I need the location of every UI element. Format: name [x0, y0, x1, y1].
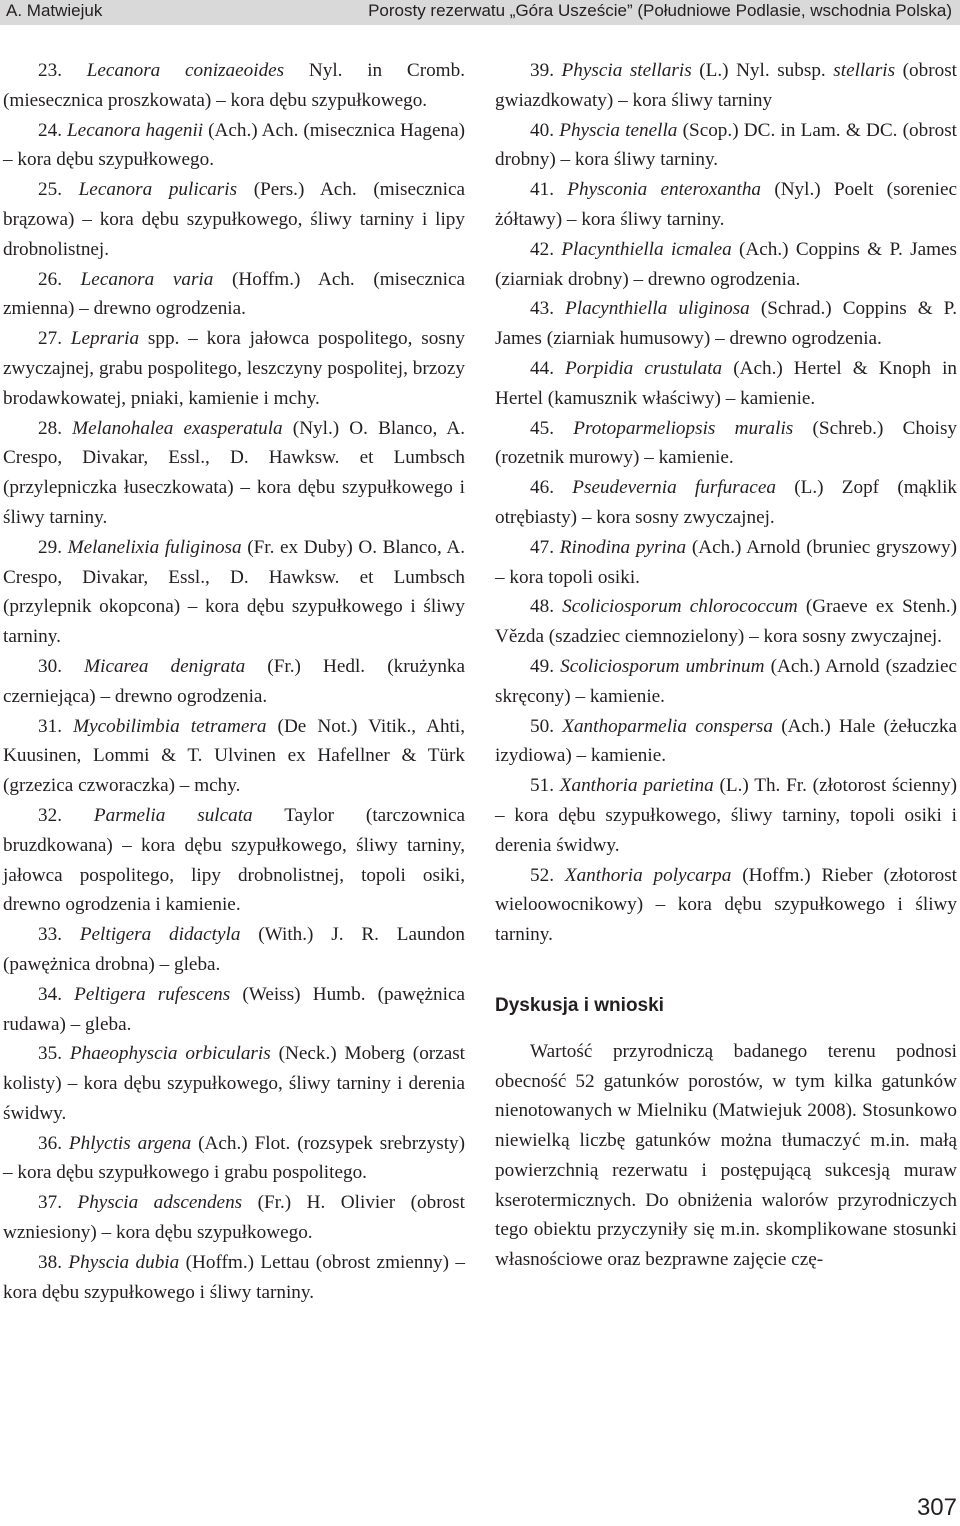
- species-number: 35.: [38, 1043, 62, 1065]
- species-description: (L.) Zopf (mąklik otrębiasty) – kora sosny zwyczajnej.: [495, 477, 958, 528]
- species-number: 34.: [38, 983, 62, 1005]
- species-entry: [495, 861, 957, 950]
- species-description: (Ach.) Arnold (szadziec skręcony) – kamienie.: [495, 655, 957, 707]
- species-description: spp. – kora jałowca pospolitego, sosny zwyczajnej, grabu pospolitego, leszczyny pospolitej, brzozy brodawkowatej, pniaki, kamienie i mchy.: [3, 328, 466, 409]
- species-description: (Ach.) Arnold (bruniec gryszowy) – kora topoli osiki.: [495, 536, 958, 588]
- species-number: 27.: [38, 328, 62, 350]
- species-entry: [3, 116, 465, 176]
- running-header: [0, 0, 960, 25]
- species-name: Protoparmeliopsis muralis: [573, 417, 794, 439]
- species-description: (Schreb.) Choisy (rozetnik murowy) – kamienie.: [495, 417, 957, 469]
- header-running-title: Porosty rezerwatu „Góra Uszeście” (Południowe Podlasie, wschodnia Polska): [368, 1, 952, 20]
- species-entry: [495, 414, 957, 474]
- species-entry: [3, 1248, 465, 1308]
- header-author: A. Matwiejuk: [6, 1, 103, 20]
- species-number: 25.: [38, 179, 62, 201]
- species-entry: [495, 652, 957, 712]
- species-number: 46.: [530, 477, 554, 499]
- species-name: Lecanora varia: [80, 268, 214, 290]
- species-number: 39.: [530, 60, 554, 81]
- species-name: Peltigera rufescens: [74, 983, 231, 1005]
- species-number: 37.: [38, 1192, 62, 1214]
- species-number: 47.: [530, 536, 554, 558]
- species-name: Scoliciosporum chlorococcum: [562, 596, 798, 618]
- species-entry: [495, 56, 957, 116]
- species-description: (Ach.) Ach. (misecznica Hagena) – kora dębu szypułkowego.: [3, 119, 465, 171]
- species-description: (Fr.) H. Olivier (obrost wzniesiony) – kora dębu szypułkowego.: [3, 1192, 465, 1244]
- species-name: Physcia adscendens: [77, 1192, 243, 1214]
- species-name: Xanthoria polycarpa: [564, 864, 732, 886]
- page-number: 307: [916, 1494, 957, 1521]
- species-name: Rinodina pyrina: [559, 536, 687, 558]
- species-description: (Fr. ex Duby) O. Blanco, A. Crespo, Divakar, Essl., D. Hawksw. et Lumbsch (przylepnik okopcona) – kora dębu szypułkowego i śliwy tarniny.: [3, 536, 465, 648]
- species-entry: [3, 533, 465, 652]
- species-description: Taylor (tarczownica bruzdkowana) – kora dębu szypułkowego, śliwy tarniny, jałowca pospolitego, lipy drobnolistnej, topoli osiki, drewno ogrodzenia i kamienie.: [3, 804, 466, 916]
- species-name: Phlyctis argena: [68, 1132, 192, 1154]
- species-entry: [495, 771, 957, 860]
- species-entry: [3, 652, 465, 712]
- species-name: Scoliciosporum umbrinum: [560, 655, 765, 677]
- species-number: 50.: [530, 715, 554, 737]
- species-description: (Fr.) Hedl. (krużynka czerniejąca) – drewno ogrodzenia.: [3, 655, 466, 707]
- species-name: Phaeophyscia orbicularis: [69, 1043, 271, 1065]
- species-number: 32.: [38, 804, 62, 826]
- species-description: (Ach.) Flot. (rozsypek srebrzysty) – kora dębu szypułkowego i grabu pospolitego.: [3, 1132, 466, 1184]
- species-description: (Weiss) Humb. (pawężnica rudawa) – gleba.: [3, 983, 466, 1035]
- species-description: Nyl. in Cromb. (miesecznica proszkowata) – kora dębu szypułkowego.: [3, 60, 465, 111]
- species-number: 52.: [530, 864, 554, 886]
- right-column: [495, 56, 957, 1275]
- species-entry: [495, 473, 957, 533]
- species-entry: [495, 592, 957, 652]
- species-name: Parmelia sulcata: [93, 804, 253, 826]
- species-number: 31.: [38, 715, 62, 737]
- species-entry: [495, 354, 957, 414]
- species-description: (Hoffm.) Lettau (obrost zmienny) – kora dębu szypułkowego i śliwy tarniny.: [3, 1251, 466, 1303]
- species-entry: [3, 175, 465, 264]
- species-entry: [3, 265, 465, 325]
- species-name: Lepraria: [70, 328, 140, 350]
- species-description: (L.) Nyl. subsp.: [691, 60, 834, 81]
- species-entry: [495, 712, 957, 772]
- species-number: 42.: [530, 238, 554, 260]
- species-name: Melanohalea exasperatula: [72, 417, 283, 439]
- species-entry: [3, 1039, 465, 1128]
- species-description: (Nyl.) O. Blanco, A. Crespo, Divakar, Essl., D. Hawksw. et Lumbsch (przylepniczka łuseczkowata) – kora dębu szypułkowego i śliwy tarniny.: [3, 417, 466, 528]
- species-number: 40.: [530, 119, 554, 141]
- species-name: Xanthoparmelia conspersa: [562, 715, 773, 737]
- species-number: 45.: [530, 417, 554, 439]
- species-name: Physcia stellaris: [561, 60, 692, 81]
- section-heading: Dyskusja i wnioski: [495, 994, 664, 1016]
- species-entry: [3, 801, 465, 920]
- species-entry: [495, 533, 957, 593]
- species-number: 43.: [530, 298, 554, 320]
- species-name: Physcia dubia: [68, 1251, 180, 1273]
- species-description: (obrost gwiazdkowaty) – kora śliwy tarniny: [495, 60, 958, 111]
- species-list-right: [495, 56, 957, 950]
- species-name: Porpidia crustulata: [565, 357, 723, 379]
- species-description: (Scop.) DC. in Lam. & DC. (obrost drobny) – kora śliwy tarniny.: [495, 119, 958, 171]
- species-description: (With.) J. R. Laundon (pawężnica drobna) – gleba.: [3, 924, 465, 975]
- species-description: (Hoffm.) Rieber (złotorost wieloowocnikowy) – kora dębu szypułkowego i śliwy tarniny.: [495, 864, 957, 946]
- species-name: Melanelixia fuliginosa: [67, 536, 242, 558]
- species-description: (Graeve ex Stenh.) Vězda (szadziec ciemnozielony) – kora sosny zwyczajnej.: [495, 596, 958, 648]
- species-number: 38.: [38, 1251, 62, 1273]
- species-entry: [3, 980, 465, 1040]
- species-entry: [3, 1129, 465, 1189]
- species-name: Micarea denigrata: [84, 655, 246, 677]
- species-description: (Nyl.) Poelt (soreniec żółtawy) – kora śliwy tarniny.: [495, 179, 957, 230]
- species-description: (De Not.) Vitik., Ahti, Kuusinen, Lommi & T. Ulvinen ex Hafellner & Türk (grzezica czworaczka) – mchy.: [3, 715, 465, 797]
- species-number: 49.: [530, 655, 554, 677]
- species-description: (Schrad.) Coppins & P. James (ziarniak humusowy) – drewno ogrodzenia.: [495, 298, 957, 350]
- species-entry: [495, 294, 957, 354]
- species-number: 28.: [38, 417, 62, 439]
- species-name: Placynthiella uliginosa: [565, 298, 750, 320]
- species-number: 30.: [38, 655, 62, 677]
- species-entry: [3, 414, 465, 533]
- species-name: Peltigera didactyla: [79, 924, 241, 946]
- species-name: Physcia tenella: [559, 119, 678, 141]
- species-name: Physconia enteroxantha: [567, 179, 762, 201]
- species-entry: [495, 116, 957, 176]
- species-number: 51.: [530, 775, 554, 797]
- discussion-paragraph: Wartość przyrodniczą badanego terenu podnosi obecność 52 gatunków porostów, w tym kilka gatunków nienotowanych w Mielniku (Matwiejuk 2008). Stosunkowo niewielką liczbę gatunków można tłumaczyć m.in. małą powierzchnią rezerwatu i postępującą sukcesją muraw kserotermicznych. Do obniżenia walorów przyrodniczych tego obiektu przyczyniły się m.in. skomplikowane stosunki własnościowe oraz bezprawne zajęcie czę-: [495, 1040, 957, 1271]
- species-description: (Ach.) Coppins & P. James (ziarniak drobny) – drewno ogrodzenia.: [495, 238, 957, 290]
- species-description: (Pers.) Ach. (misecznica brązowa) – kora dębu szypułkowego, śliwy tarniny i lipy drobnolistnej.: [3, 179, 465, 260]
- species-entry: [3, 56, 465, 116]
- left-column: [3, 56, 465, 1307]
- species-number: 36.: [38, 1132, 62, 1154]
- species-name: Lecanora pulicaris: [78, 179, 238, 201]
- species-description: (Ach.) Hertel & Knoph in Hertel (kamusznik właściwy) – kamienie.: [495, 357, 957, 409]
- species-entry: [3, 324, 465, 413]
- species-name: Placynthiella icmalea: [561, 238, 732, 260]
- species-subspecies-name: stellaris: [833, 60, 896, 81]
- species-entry: [3, 1188, 465, 1248]
- species-number: 41.: [530, 179, 554, 201]
- species-description: (Hoffm.) Ach. (misecznica zmienna) – drewno ogrodzenia.: [3, 268, 465, 320]
- species-name: Lecanora hagenii: [67, 119, 204, 141]
- species-number: 33.: [38, 924, 62, 946]
- species-number: 24.: [38, 119, 62, 141]
- species-name: Pseudevernia furfuracea: [572, 477, 776, 499]
- species-number: 26.: [38, 268, 62, 290]
- species-name: Lecanora conizaeoides: [86, 60, 285, 81]
- species-number: 29.: [38, 536, 62, 558]
- species-entry: [495, 235, 957, 295]
- species-description: (Ach.) Hale (żełuczka izydiowa) – kamienie.: [495, 715, 957, 767]
- species-description: (L.) Th. Fr. (złotorost ścienny) – kora dębu szypułkowego, śliwy tarniny, topoli osiki i derenia świdwy.: [495, 775, 957, 856]
- species-entry: [495, 175, 957, 235]
- species-name: Xanthoria parietina: [559, 775, 714, 797]
- species-description: (Neck.) Moberg (orzast kolisty) – kora dębu szypułkowego, śliwy tarniny i derenia świdwy.: [3, 1043, 466, 1124]
- species-number: 23.: [38, 60, 62, 81]
- species-name: Mycobilimbia tetramera: [73, 715, 267, 737]
- species-number: 44.: [530, 357, 554, 379]
- species-entry: [3, 920, 465, 980]
- species-entry: [3, 712, 465, 801]
- species-number: 48.: [530, 596, 554, 618]
